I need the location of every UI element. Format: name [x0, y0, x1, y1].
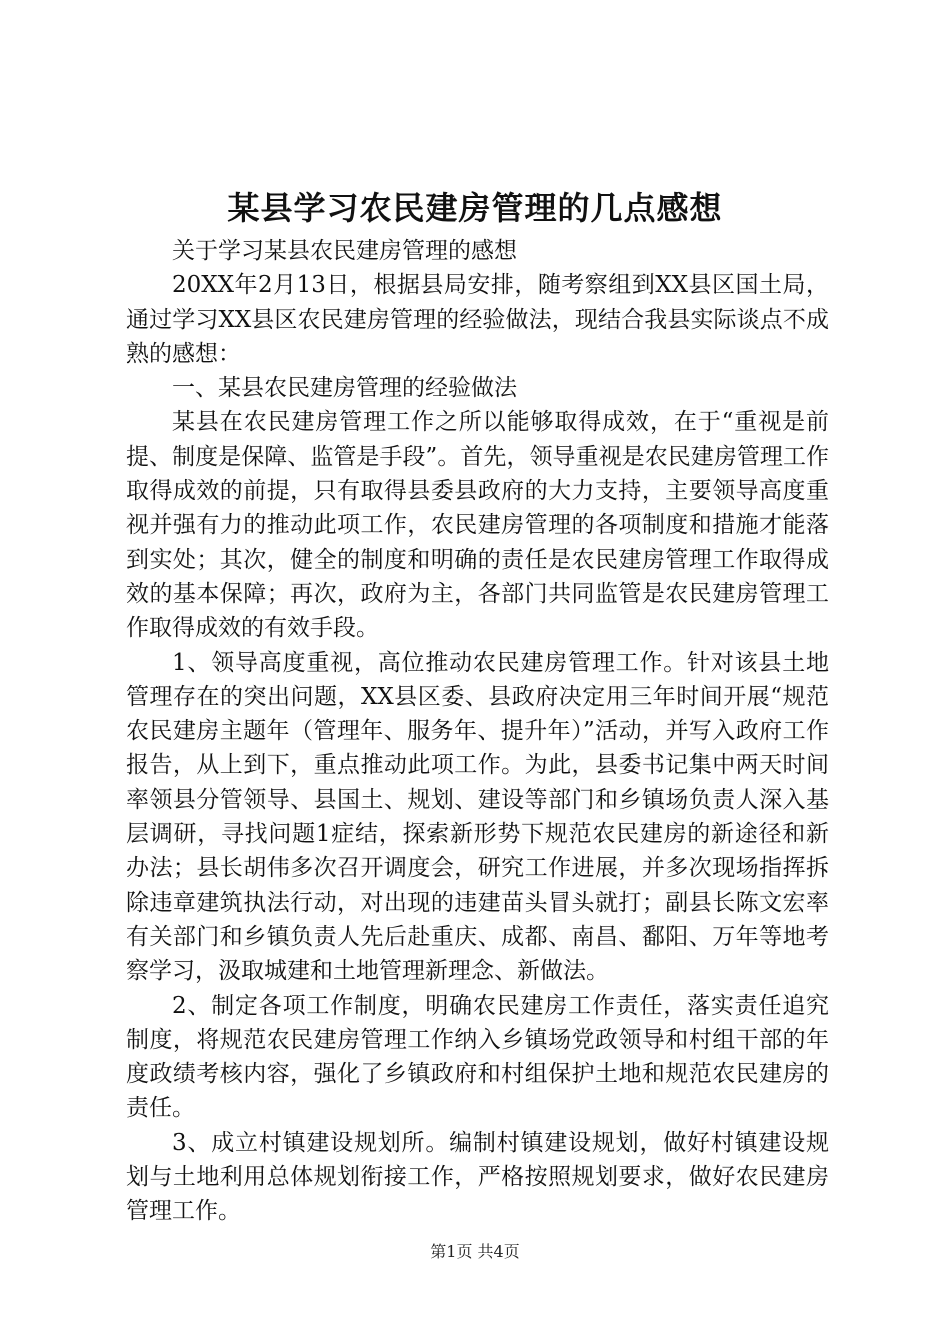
paragraph-point-3: 3、成立村镇建设规划所。编制村镇建设规划，做好村镇建设规划与土地利用总体规划衔接工作，严格按照规划要求，做好农民建房管理工作。 — [126, 1129, 829, 1225]
paragraph-point-2: 2、制定各项工作制度，明确农民建房工作责任，落实责任追究制度，将规范农民建房管理工作纳入乡镇场党政领导和村组干部的年度政绩考核内容，强化了乡镇政府和村组保护土地和规范农民建房的责任。 — [126, 992, 829, 1122]
page-number-footer: 第1页 共4页 — [430, 1242, 520, 1261]
paragraph-subtitle: 关于学习某县农民建房管理的感想 — [172, 238, 517, 264]
section-heading-1: 一、某县农民建房管理的经验做法 — [172, 375, 517, 402]
paragraph-summary: 某县在农民建房管理工作之所以能够取得成效，在于“重视是前提、制度是保障、监管是手段”。首先，领导重视是农民建房管理工作取得成效的前提，只有取得县委县政府的大力支持，主要领导高度重视并强有力的推动此项工作，农民建房管理的各项制度和措施才能落到实处；其次，健全的制度和明确的责任是农民建房管理工作取得成效的基本保障；再次，政府为主，各部门共同监管是农民建房管理工作取得成效的有效手段。 — [126, 409, 829, 642]
document-title: 某县学习农民建房管理的几点感想 — [227, 189, 723, 227]
document-body — [126, 234, 829, 1229]
paragraph-intro: 20XX年2月13日，根据县局安排，随考察组到XX县区国土局，通过学习XX县区农民建房管理的经验做法，现结合我县实际谈点不成熟的感想： — [126, 272, 829, 367]
paragraph-point-1: 1、领导高度重视，高位推动农民建房管理工作。针对该县土地管理存在的突出问题，XX县区委、县政府决定用三年时间开展“规范农民建房主题年（管理年、服务年、提升年）”活动，并写入政府工作报告，从上到下，重点推动此项工作。为此，县委书记集中两天时间率领县分管领导、县国土、规划、建设等部门和乡镇场负责人深入基层调研，寻找问题1症结，探索新形势下规范农民建房的新途径和新办法；县长胡伟多次召开调度会，研究工作进展，并多次现场指挥拆除违章建筑执法行动，对出现的违建苗头冒头就打；副县长陈文宏率有关部门和乡镇负责人先后赴重庆、成都、南昌、鄱阳、万年等地考察学习，汲取城建和土地管理新理念、新做法。 — [126, 649, 829, 985]
